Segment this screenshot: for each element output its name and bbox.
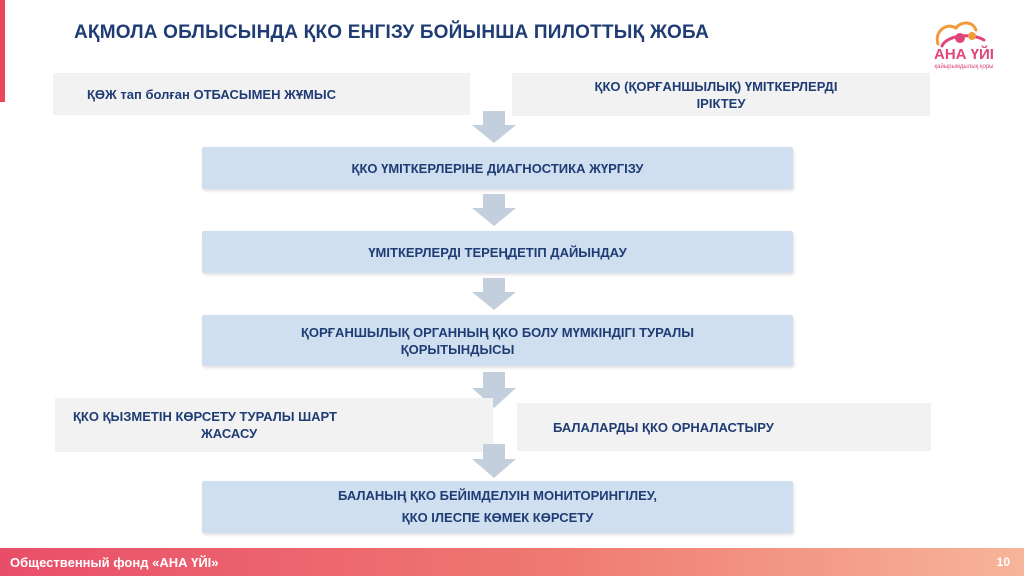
flow-step-monitoring xyxy=(202,481,793,533)
flow-step-label: ҚОРЫТЫНДЫСЫ xyxy=(400,341,515,357)
down-arrow-icon xyxy=(472,194,516,226)
flow-box-label: ЖАСАСУ xyxy=(201,426,258,441)
flow-box-label: ІРІКТЕУ xyxy=(696,95,746,111)
flow-box-label: ҚКО ҚЫЗМЕТІН КӨРСЕТУ ТУРАЛЫ ШАРТ xyxy=(73,409,337,424)
footer-org: Общественный фонд «АНА ҮЙІ» xyxy=(10,555,219,570)
flow-box-label: ҚӨЖ тап болған ОТБАСЫМЕН ЖҰМЫС xyxy=(87,86,336,102)
logo-tagline: қайырымдылық қоры xyxy=(934,64,994,70)
down-arrow-icon xyxy=(472,111,516,143)
flow-step-diagnostics xyxy=(202,147,793,189)
flow-box-placement xyxy=(517,403,931,451)
logo-name: АНА ҮЙІ xyxy=(934,46,994,63)
down-arrow-icon xyxy=(472,444,516,478)
down-arrow-icon xyxy=(472,278,516,310)
accent-bar xyxy=(0,0,5,102)
flow-box-contract xyxy=(55,398,493,452)
flow-step-label: ҚКО ІЛЕСПЕ КӨМЕК КӨРСЕТУ xyxy=(401,510,594,525)
page-title: АҚМОЛА ОБЛЫСЫНДА ҚКО ЕНГІЗУ БОЙЫНША ПИЛОТТЫҚ ЖОБА xyxy=(74,22,710,43)
flow-box-candidate-selection xyxy=(512,73,930,116)
flow-step-label: ҮМІТКЕРЛЕРДІ ТЕРЕҢДЕТІП ДАЙЫНДАУ xyxy=(368,244,627,260)
flow-box-family-work xyxy=(53,73,470,115)
flow-step-preparation xyxy=(202,231,793,273)
flow-step-label: БАЛАНЫҢ ҚКО БЕЙІМДЕЛУІН МОНИТОРИНГІЛЕУ, xyxy=(338,488,657,503)
flow-box-label: БАЛАЛАРДЫ ҚКО ОРНАЛАСТЫРУ xyxy=(553,419,774,435)
flow-box-label: ҚКО (ҚОРҒАНШЫЛЫҚ) ҮМІТКЕРЛЕРДІ xyxy=(594,78,838,94)
page-number: 10 xyxy=(996,555,1010,569)
flow-step-label: ҚОРҒАНШЫЛЫҚ ОРГАННЫҢ ҚКО БОЛУ МҮМКІНДІГІ ТУРАЛЫ xyxy=(300,324,695,340)
flow-step-label: ҚКО ҮМІТКЕРЛЕРІНЕ ДИАГНОСТИКА ЖҮРГІЗУ xyxy=(351,160,644,176)
flow-step-guardianship-conclusion xyxy=(202,315,793,366)
